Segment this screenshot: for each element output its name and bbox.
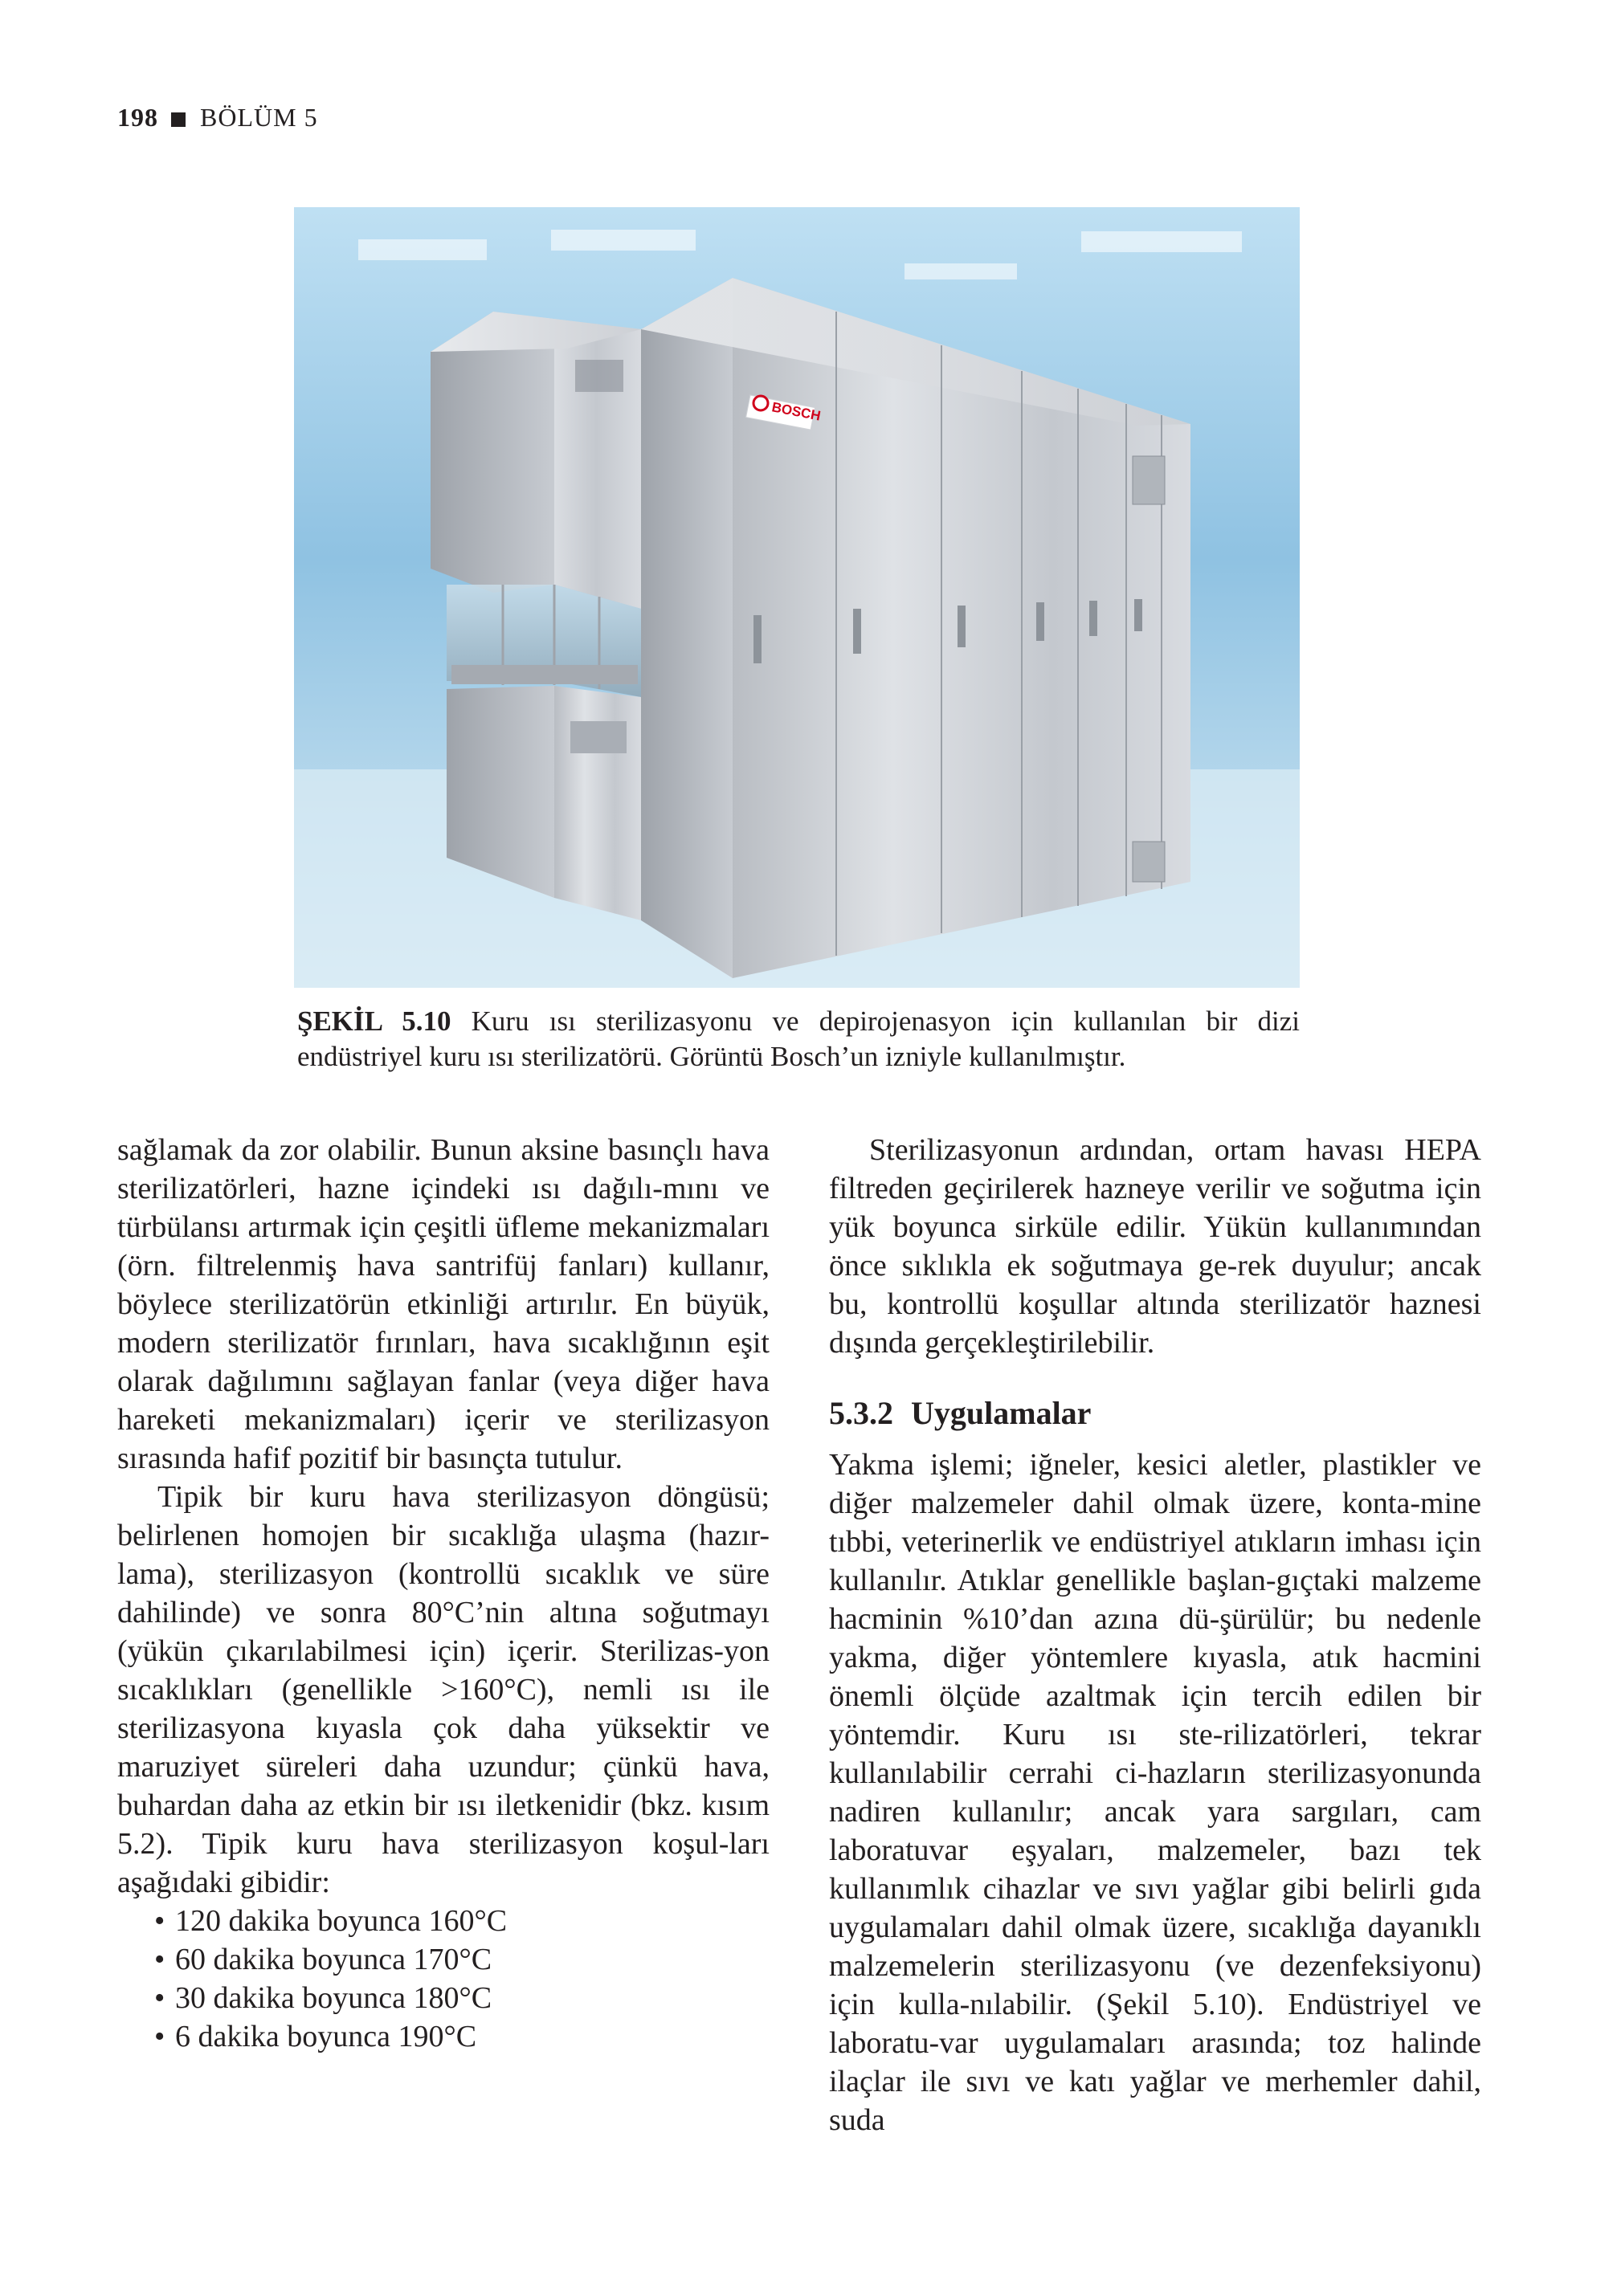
- section-heading: [829, 1394, 1481, 1433]
- figure-caption: [297, 1004, 1300, 1075]
- list-item: • 30 dakika boyunca 180°C: [154, 1981, 492, 2015]
- caption-label: ŞEKİL 5.10: [297, 1005, 451, 1037]
- list-item: • 60 dakika boyunca 170°C: [154, 1943, 492, 1976]
- list-item: • 6 dakika boyunca 190°C: [154, 2020, 477, 2053]
- paragraph-dry-air-cycle: Tipik bir kuru hava sterilizasyon döngüsü; belirlenen homojen bir sıcaklığa ulaşma (hazır-lama), sterilizasyon (kontrollü sıcaklık ve süre dahilinde) ve sonra 80°C’nin altına soğutmayı (yükün çıkarılabilmesi için) içerir. Sterilizas-yon sıcaklıkları (genellikle >160°C), nemli ısı ile sterilizasyona kıyasla çok daha yüksektir ve maruziyet süreleri daha uzundur; çünkü hava, buhardan daha az etkin bir ısı iletkenidir (bkz. kısım 5.2). Tipik kuru hava sterilizasyon koşul-ları aşağıdaki gibidir:: [117, 1480, 770, 1899]
- sterilization-conditions-list: [117, 1902, 770, 2056]
- caption-text: Kuru ısı sterilizasyonu ve depirojenasyon için kullanılan bir dizi endüstriyel kuru ısı sterilizatörü. Görüntü Bosch’un izniyle kullanılmıştır.: [297, 1005, 1300, 1072]
- running-head: [117, 103, 318, 133]
- chapter-label: BÖLÜM 5: [200, 103, 318, 132]
- paragraph-cooling: Sterilizasyonun ardından, ortam havası HEPA filtreden geçirilerek hazneye verilir ve soğutma için yük boyunca sirküle edilir. Yükün kullanımından önce sıklıkla ek soğutmaya ge-rek duyulur; ancak bu, kontrollü koşullar altında sterilizatör haznesi dışında gerçekleştirilebilir.: [829, 1133, 1481, 1360]
- figure-sterilizer-photo: [294, 207, 1300, 988]
- paragraph-dry-air-sterilizers: sağlamak da zor olabilir. Bunun aksine basınçlı hava sterilizatörleri, hazne içindeki ısı dağılı-mını ve türbülansı artırmak için çeşitli üfleme mekanizmaları (örn. filtrelenmiş hava santrifüj fanları) kullanır, böylece sterilizatörün etkinliği artırılır. En büyük, modern sterilizatör fırınları, hava sıcaklığının eşit olarak dağılımını sağlayan fanlar (veya diğer hava hareketi mekanizmaları) içerir ve sterilizasyon sırasında hafif pozitif bir basınçta tutulur.: [117, 1133, 770, 1475]
- right-column: [829, 1131, 1481, 2139]
- section-number: 5.3.2: [829, 1395, 893, 1431]
- section-title: Uygulamalar: [911, 1395, 1092, 1431]
- square-bullet-icon: [171, 112, 186, 127]
- list-item: • 120 dakika boyunca 160°C: [154, 1904, 508, 1938]
- paragraph-applications: Yakma işlemi; iğneler, kesici aletler, plastikler ve diğer malzemeler dahil olmak üzere, konta-mine tıbbi, veterinerlik ve endüstriyel atıkların imhası için kullanılır. Atıklar genellikle başlan-gıçtaki malzeme hacminin %10’dan azına dü-şürülür; bu nedenle yakma, diğer yöntemlere kıyasla, atık hacmini önemli ölçüde azaltmak için tercih edilen bir yöntemdir. Kuru ısı ste-rilizatörleri, tekrar kullanılabilir cerrahi ci-hazların sterilizasyonunda nadiren kullanılır; ancak yara sargıları, cam laboratuvar eşyaları, malzemeler, bazı tek kullanımlık cihazlar ve sıvı yağlar gibi belirli gıda uygulamaları dahil olmak üzere, sıcaklığa dayanıklı malzemelerin sterilizasyonu (ve dezenfeksiyonu) için kulla-nılabilir. (Şekil 5.10). Endüstriyel ve laboratu-var uygulamaları arasında; toz halinde ilaçlar ile sıvı ve katı yağlar ve merhemler dahil, suda: [829, 1448, 1481, 2137]
- sterilizer-illustration: [294, 207, 1300, 988]
- page-number: 198: [117, 103, 158, 132]
- svg-text:BOSCH: BOSCH: [770, 399, 823, 424]
- left-column: [117, 1131, 770, 2056]
